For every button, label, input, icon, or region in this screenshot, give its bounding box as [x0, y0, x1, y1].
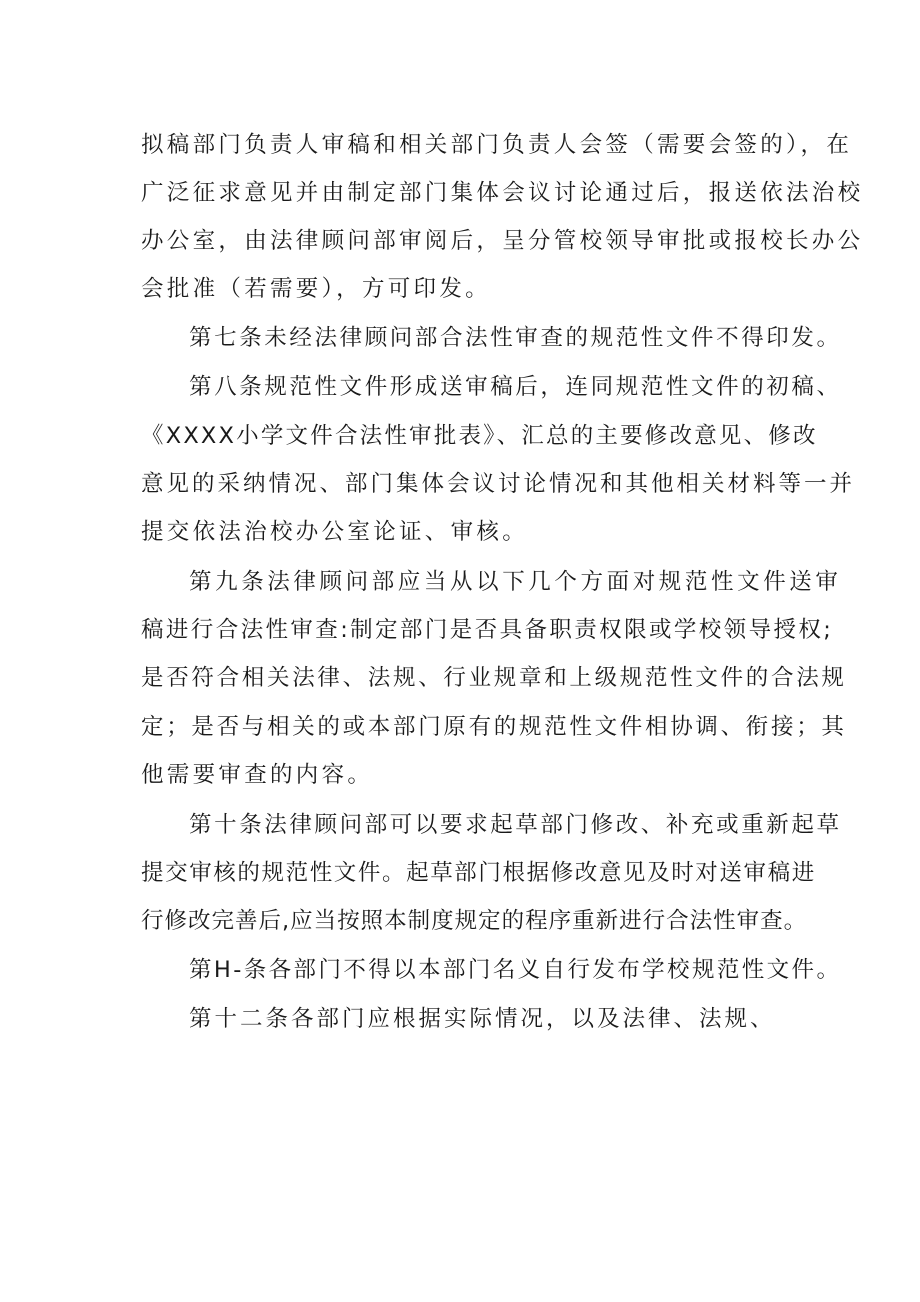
paragraph-line: 定；是否与相关的或本部门原有的规范性文件相协调、衔接；其	[141, 714, 847, 740]
paragraph-line: 提交审核的规范性文件。起草部门根据修改意见及时对送审稿进	[141, 860, 816, 886]
paragraph-line: 稿进行合法性审查:制定部门是否具备职责权限或学校领导授权;	[141, 617, 834, 643]
paragraph-line: 会批准（若需要），方可印发。	[141, 276, 491, 302]
paragraph-line: 他需要审查的内容。	[141, 762, 374, 788]
paragraph-line: 拟稿部门负责人审稿和相关部门负责人会签（需要会签的），在	[141, 132, 853, 158]
paragraph-line: 提交依法治校办公室论证、审核。	[141, 519, 529, 545]
article-7-line: 第七条未经法律顾问部合法性审查的规范性文件不得印发。	[189, 325, 842, 351]
article-11-line: 第H-条各部门不得以本部门名义自行发布学校规范性文件。	[189, 957, 842, 983]
paragraph-line: 办公室，由法律顾问部审阅后，呈分管校领导审批或报校长办公	[141, 228, 864, 254]
paragraph-line: 《XXXX小学文件合法性审批表》、汇总的主要修改意见、修改	[141, 423, 818, 449]
paragraph-line: 是否符合相关法律、法规、行业规章和上级规范性文件的合法规	[141, 665, 847, 691]
article-8-line: 第八条规范性文件形成送审稿后，连同规范性文件的初稿、	[189, 374, 842, 400]
article-9-line: 第九条法律顾问部应当从以下几个方面对规范性文件送审	[189, 569, 842, 595]
paragraph-line: 广泛征求意见并由制定部门集体会议讨论通过后，报送依法治校	[141, 180, 864, 206]
article-12-line: 第十二条各部门应根据实际情况，以及法律、法规、	[189, 1006, 776, 1032]
article-10-line: 第十条法律顾问部可以要求起草部门修改、补充或重新起草	[189, 812, 842, 838]
paragraph-line: 行修改完善后,应当按照本制度规定的程序重新进行合法性审查。	[141, 908, 808, 934]
paragraph-line: 意见的采纳情况、部门集体会议讨论情况和其他相关材料等一并	[141, 471, 856, 497]
